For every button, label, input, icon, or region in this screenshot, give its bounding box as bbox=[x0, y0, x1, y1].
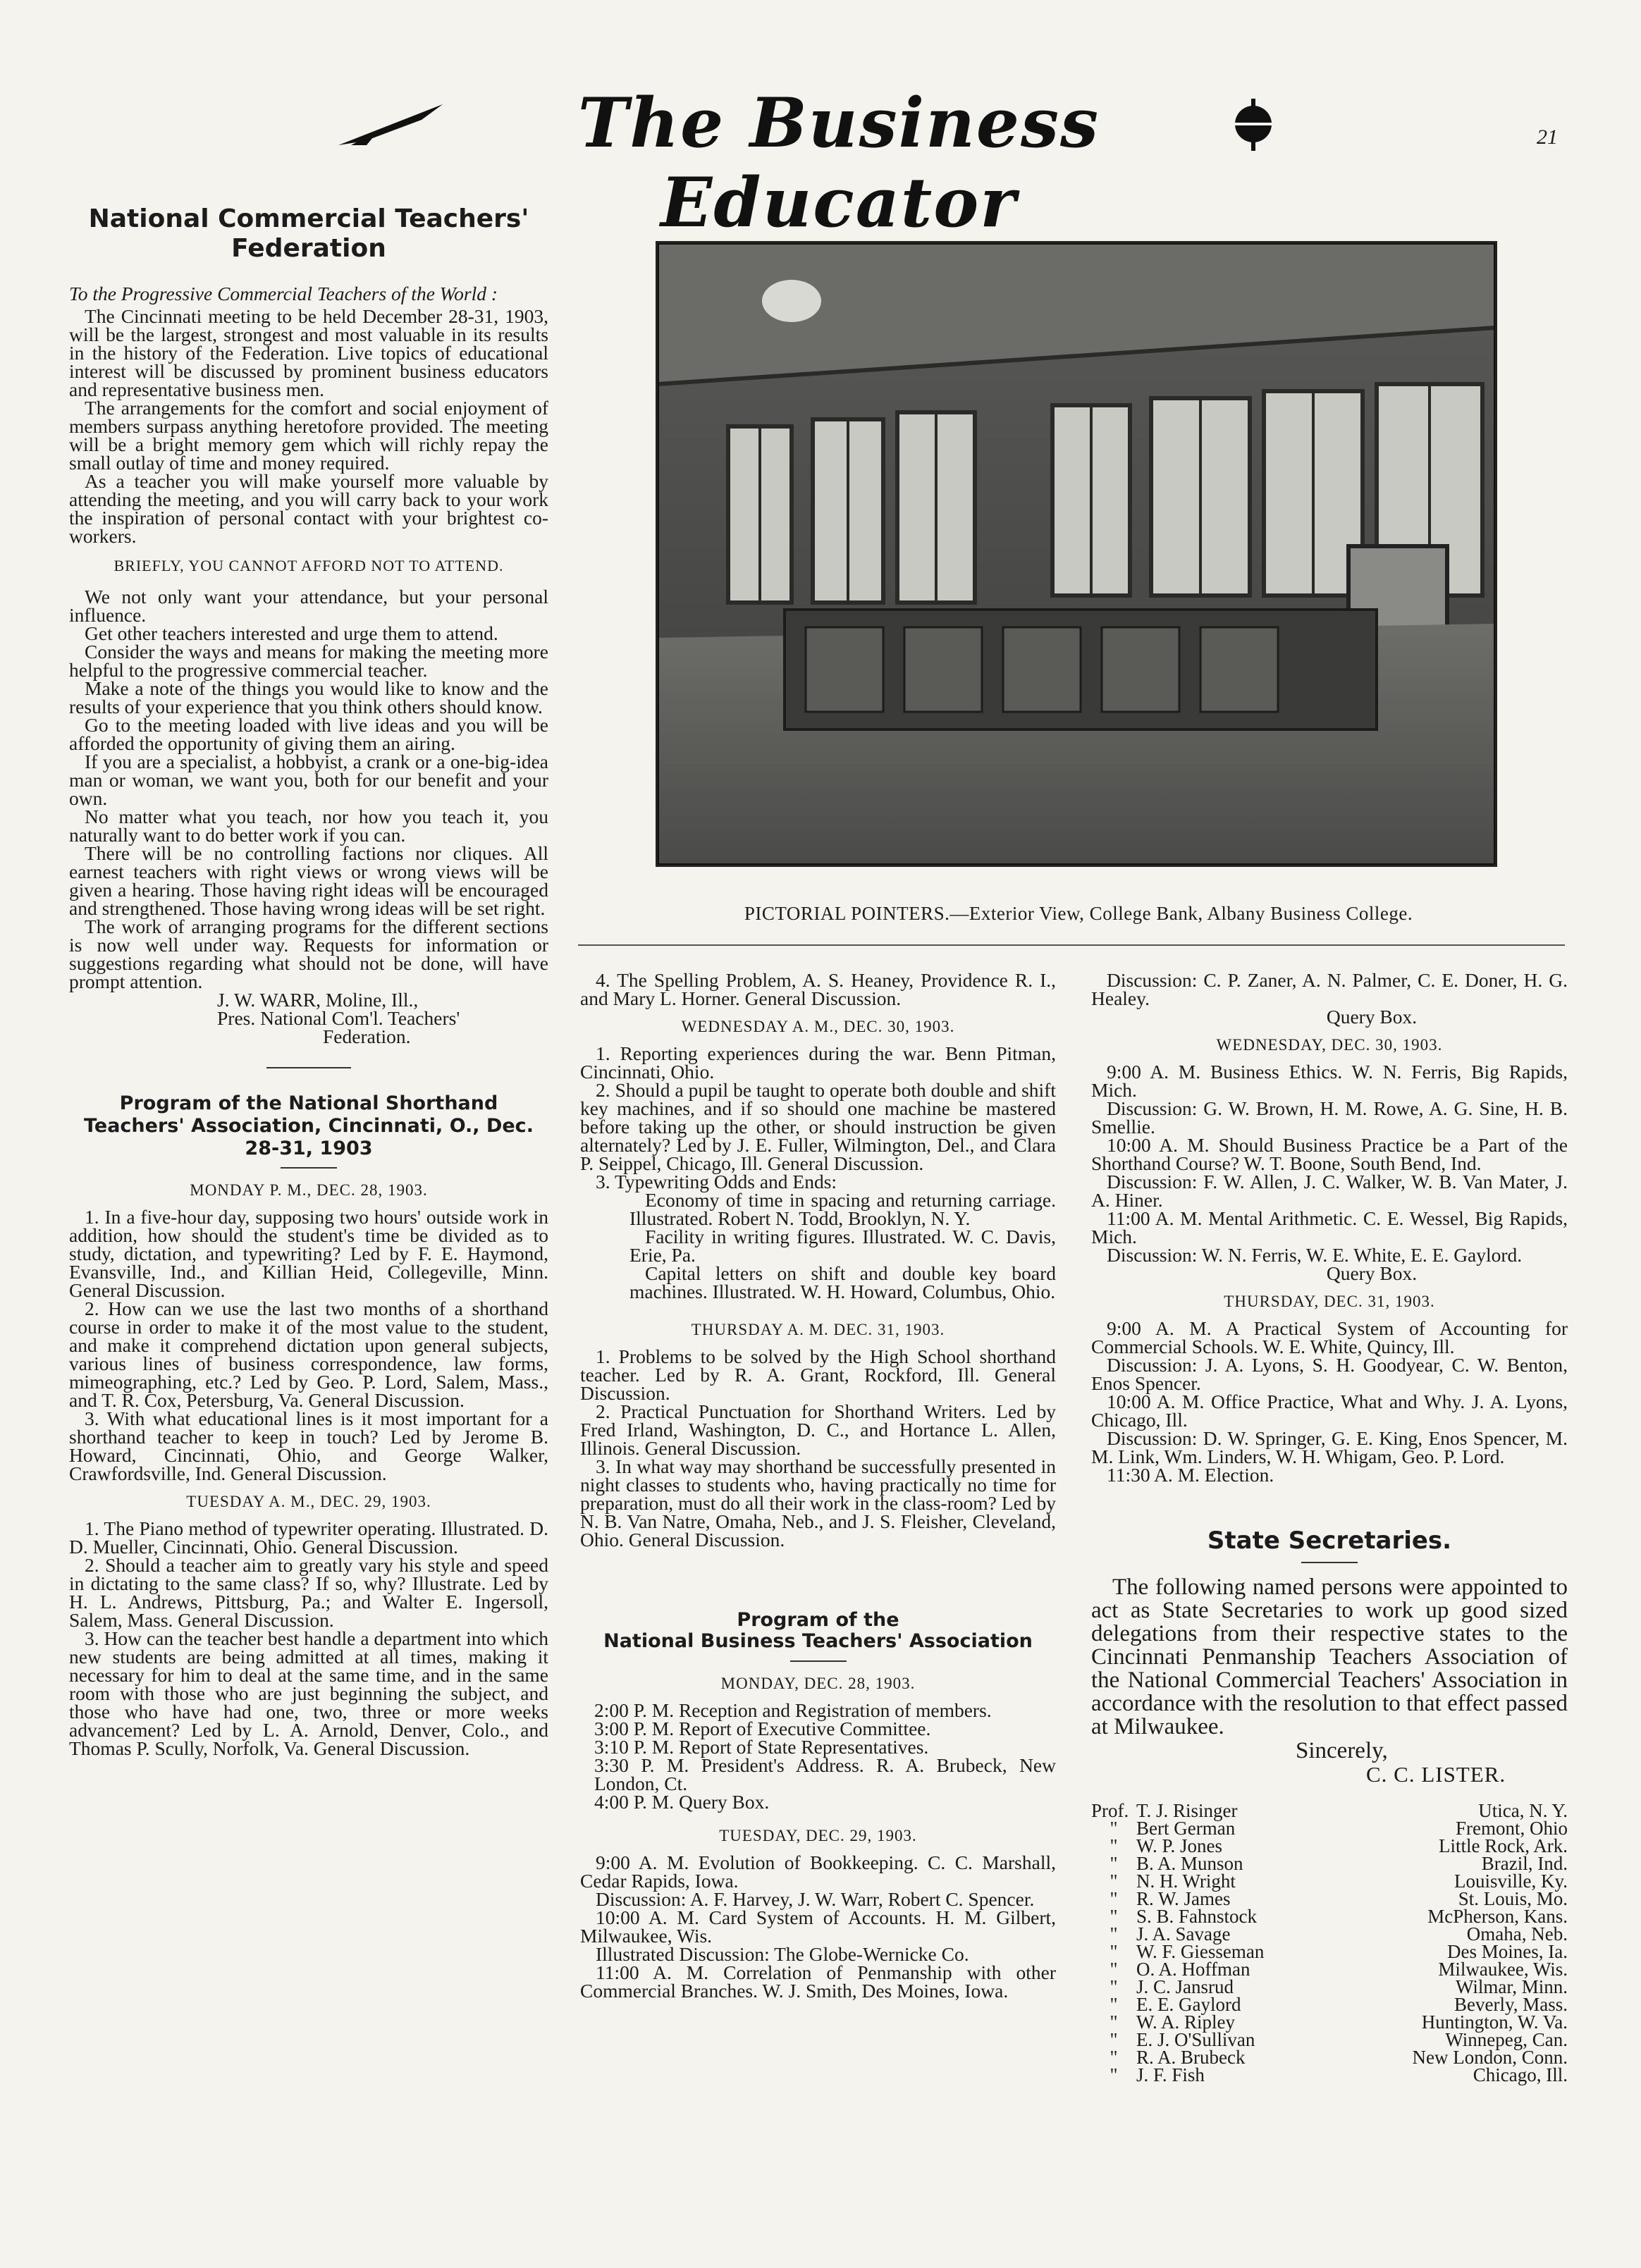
paragraph: The arrangements for the comfort and social enjoyment of members surpass anything heretofore provided. The meeting will be a bright memory gem which will richly repay the small outlay of time and money required. bbox=[69, 397, 548, 474]
federation-heading: National Commercial Teachers' Federation bbox=[88, 204, 529, 263]
program-item: Discussion: J. A. Lyons, S. H. Goodyear, C. W. Benton, Enos Spencer. bbox=[1091, 1354, 1568, 1394]
program-item: Discussion: G. W. Brown, H. M. Rowe, A. G. Sine, H. B. Smellie. bbox=[1091, 1097, 1568, 1138]
wednesday-caption: WEDNESDAY, DEC. 30, 1903. bbox=[1216, 1036, 1443, 1054]
secretary-place: Fremont, Ohio bbox=[1456, 1818, 1568, 1839]
salutation: To the Progressive Commercial Teachers of the World : bbox=[69, 283, 498, 304]
divider bbox=[578, 944, 1565, 946]
secretary-prefix: " bbox=[1110, 1941, 1118, 1962]
program-item: 2. Should a teacher aim to greatly vary his style and speed in dictating to the same class? If so, why? Illustrate. Led by H. L. Andrews, Pittsburg, Pa.; and Walter E. Ingersoll, Salem, Mass. General Discussion. bbox=[69, 1554, 548, 1631]
secretary-place: Brazil, Ind. bbox=[1481, 1853, 1568, 1874]
secretary-place: Utica, N. Y. bbox=[1478, 1800, 1568, 1821]
typewriting-subitems bbox=[580, 1191, 1056, 1301]
secretary-name: T. J. Risinger bbox=[1136, 1800, 1238, 1821]
left-column bbox=[69, 204, 548, 1758]
secretary-place: St. Louis, Mo. bbox=[1458, 1888, 1568, 1909]
secretary-prefix: " bbox=[1110, 1959, 1118, 1980]
secretary-prefix: " bbox=[1110, 1888, 1118, 1909]
divider bbox=[790, 1660, 847, 1662]
briefly-line: BRIEFLY, YOU CANNOT AFFORD NOT TO ATTEND. bbox=[113, 557, 504, 574]
paragraph: Go to the meeting loaded with live ideas and you will be afforded the opportunity of giving them an airing. bbox=[69, 714, 548, 754]
paragraph: We not only want your attendance, but your personal influence. bbox=[69, 586, 548, 626]
secretary-prefix: " bbox=[1110, 1906, 1118, 1927]
secretary-prefix: " bbox=[1110, 1818, 1118, 1839]
program-subitem: Economy of time in spacing and returning carriage. Illustrated. Robert N. Todd, Brooklyn, N. Y. bbox=[629, 1189, 1056, 1229]
secretary-prefix: " bbox=[1110, 2029, 1118, 2050]
program-item: 9:00 A. M. Evolution of Bookkeeping. C. C. Marshall, Cedar Rapids, Iowa. bbox=[580, 1851, 1056, 1892]
program-item: 10:00 A. M. Office Practice, What and Why. J. A. Lyons, Chicago, Ill. bbox=[1091, 1391, 1568, 1431]
program-item: 1. The Piano method of typewriter operating. Illustrated. D. D. Mueller, Cincinnati, Ohio. General Discussion. bbox=[69, 1517, 548, 1558]
program-subitem: Capital letters on shift and double key board machines. Illustrated. W. H. Howard, Columbus, Ohio. bbox=[629, 1262, 1056, 1302]
paragraph: Make a note of the things you would like to know and the results of your experience that you think others should know. bbox=[69, 677, 548, 717]
program-item: Discussion: D. W. Springer, G. E. King, Enos Spencer, M. M. Link, Wm. Linders, W. H. Whigam, Geo. P. Lord. bbox=[1091, 1427, 1568, 1467]
nbta-heading-line2: National Business Teachers' Association bbox=[603, 1630, 1033, 1652]
middle-column bbox=[580, 971, 1056, 2000]
shorthand-program-heading: Program of the National Shorthand Teachers' Association, Cincinnati, O., Dec. 28-31, 1903 bbox=[84, 1092, 534, 1159]
secretary-place: New London, Conn. bbox=[1412, 2047, 1568, 2068]
program-item: 11:30 A. M. Election. bbox=[1107, 1464, 1274, 1486]
program-item: 10:00 A. M. Card System of Accounts. H. M. Gilbert, Milwaukee, Wis. bbox=[580, 1906, 1056, 1947]
secretary-prefix: " bbox=[1110, 1923, 1118, 1945]
signature-line: Federation. bbox=[323, 1025, 411, 1047]
program-item: 2. Practical Punctuation for Shorthand Writers. Led by Fred Irland, Washington, D. C., and Hortance L. Allen, Illinois. General Discussion. bbox=[580, 1400, 1056, 1459]
program-item: Query Box. bbox=[1326, 1006, 1418, 1028]
program-item: Discussion: C. P. Zaner, A. N. Palmer, C. E. Doner, H. G. Healey. bbox=[1091, 969, 1568, 1009]
paragraph: No matter what you teach, nor how you teach it, you naturally want to do better work if you can. bbox=[69, 806, 548, 846]
tuesday-caption: TUESDAY A. M., DEC. 29, 1903. bbox=[186, 1493, 431, 1510]
program-item: Discussion: F. W. Allen, J. C. Walker, W. B. Van Mater, J. A. Hiner. bbox=[1091, 1171, 1568, 1211]
masthead-title: The Business Educator bbox=[577, 83, 1100, 242]
thursday-caption: THURSDAY, DEC. 31, 1903. bbox=[1224, 1293, 1435, 1310]
secretary-name: E. E. Gaylord bbox=[1136, 1994, 1241, 2015]
program-item: 1. Problems to be solved by the High School shorthand teacher. Led by R. A. Grant, Rockford, Ill. General Discussion. bbox=[580, 1345, 1056, 1404]
secretary-name: B. A. Munson bbox=[1136, 1853, 1243, 1874]
secretary-place: Milwaukee, Wis. bbox=[1438, 1959, 1568, 1980]
secretary-name: J. F. Fish bbox=[1136, 2064, 1205, 2085]
emblem-icon bbox=[1227, 96, 1280, 154]
secretary-name: Bert German bbox=[1136, 1818, 1236, 1839]
program-item: 3:10 P. M. Report of State Representatives. bbox=[594, 1736, 929, 1758]
secretaries-intro: The following named persons were appointed to act as State Secretaries to work up good sized delegations from their respective states to the Cincinnati Penmanship Teachers Association of the National Commercial Teachers' Association in accordance with the resolution to that effect passed at Milwaukee. bbox=[1091, 1574, 1568, 1739]
program-item: Query Box. bbox=[1326, 1262, 1418, 1284]
secretary-prefix: " bbox=[1110, 2064, 1118, 2085]
secretary-place: Chicago, Ill. bbox=[1473, 2064, 1568, 2085]
program-item: 1. In a five-hour day, supposing two hours' outside work in addition, how should the student's time be divided as to study, dictation, and typewriting? Led by F. E. Haymond, Evansville, Ind., and Killian Heid, Collegeville, Minn. General Discussion. bbox=[69, 1206, 548, 1301]
program-item: Discussion: W. N. Ferris, W. E. White, E. E. Gaylord. bbox=[1107, 1244, 1523, 1266]
wednesday-caption: WEDNESDAY A. M., DEC. 30, 1903. bbox=[681, 1018, 955, 1035]
nbta-heading-line1: Program of the bbox=[737, 1609, 899, 1631]
photo-caption: PICTORIAL POINTERS.—Exterior View, College Bank, Albany Business College. bbox=[744, 903, 1413, 924]
monday-caption: MONDAY P. M., DEC. 28, 1903. bbox=[190, 1181, 428, 1199]
paragraph: Get other teachers interested and urge them to attend. bbox=[85, 622, 498, 644]
program-item: 3. With what educational lines is it most important for a shorthand teacher to keep in touch? Led by Jerome B. Howard, Cincinnati, Ohio, and George Walker, Crawfordsville, Ind. General Discussion. bbox=[69, 1407, 548, 1484]
secretary-name: R. A. Brubeck bbox=[1136, 2047, 1246, 2068]
secretary-name: E. J. O'Sullivan bbox=[1136, 2029, 1255, 2050]
secretary-place: Winnepeg, Can. bbox=[1445, 2029, 1568, 2050]
secretary-prefix: " bbox=[1110, 2011, 1118, 2033]
program-item: 4:00 P. M. Query Box. bbox=[594, 1791, 770, 1813]
secretaries-heading: State Secretaries. bbox=[1207, 1527, 1452, 1555]
secretary-place: Louisville, Ky. bbox=[1454, 1871, 1568, 1892]
secretary-name: S. B. Fahnstock bbox=[1136, 1906, 1258, 1927]
secretary-place: Little Rock, Ark. bbox=[1439, 1835, 1568, 1856]
secretary-name: N. H. Wright bbox=[1136, 1871, 1236, 1892]
divider bbox=[266, 1067, 351, 1068]
program-item: 10:00 A. M. Should Business Practice be a Part of the Shorthand Course? W. T. Boone, South Bend, Ind. bbox=[1091, 1134, 1568, 1174]
nbta-monday-caption: MONDAY, DEC. 28, 1903. bbox=[720, 1675, 916, 1692]
program-item: 9:00 A. M. A Practical System of Accounting for Commercial Schools. W. E. White, Quincy, Ill. bbox=[1091, 1317, 1568, 1357]
program-item: Discussion: A. F. Harvey, J. W. Warr, Robert C. Spencer. bbox=[596, 1888, 1035, 1910]
program-item: 2:00 P. M. Reception and Registration of members. bbox=[594, 1699, 992, 1721]
paragraph: There will be no controlling factions nor cliques. All earnest teachers with right views or wrong views will be given a hearing. Those having right ideas will be encouraged and strengthened. Those having wrong ideas will be set right. bbox=[69, 842, 548, 919]
paragraph: The Cincinnati meeting to be held December 28-31, 1903, will be the largest, strongest and most valuable in its results in the history of the Federation. Live topics of educational interest will be discussed by prominent business educators and representative business men. bbox=[69, 305, 548, 400]
sincerely: Sincerely, bbox=[1296, 1738, 1388, 1763]
program-item: 3:00 P. M. Report of Executive Committee. bbox=[594, 1718, 931, 1739]
program-item: 2. Should a pupil be taught to operate both double and shift key machines, and if so should one machine be mastered before taking up the other, or should instruction be given alternately? Led by J. E. Fuller, Wilmington, Del., and Clara P. Seippel, Chicago, Ill. General Discussion. bbox=[580, 1079, 1056, 1174]
college-bank-photo bbox=[656, 241, 1497, 867]
signature bbox=[69, 991, 548, 1046]
secretary-place: McPherson, Kans. bbox=[1427, 1906, 1568, 1927]
secretary-row bbox=[1091, 2066, 1568, 2084]
secretary-prefix: " bbox=[1110, 1994, 1118, 2015]
program-item: 3. In what way may shorthand be successfully presented in night classes to students who, having practically no time for preparation, must do all their work in the class-room? Led by N. B. Van Natre, Omaha, Neb., and J. S. Fleisher, Cleveland, Ohio. General Discussion. bbox=[580, 1455, 1056, 1551]
program-item: 1. Reporting experiences during the war. Benn Pitman, Cincinnati, Ohio. bbox=[580, 1042, 1056, 1083]
program-item: 4. The Spelling Problem, A. S. Heaney, Providence R. I., and Mary L. Horner. General Discussion. bbox=[580, 969, 1056, 1009]
secretary-prefix: " bbox=[1110, 2047, 1118, 2068]
body-paragraphs bbox=[69, 588, 548, 991]
signature-line: Pres. National Com'l. Teachers' bbox=[217, 1007, 460, 1029]
secretary-name: R. W. James bbox=[1136, 1888, 1231, 1909]
secretary-name: W. F. Giesseman bbox=[1136, 1941, 1265, 1962]
secretary-prefix: " bbox=[1110, 1976, 1118, 1997]
secretary-prefix: " bbox=[1110, 1853, 1118, 1874]
secretary-place: Des Moines, Ia. bbox=[1447, 1941, 1568, 1962]
paragraph: The work of arranging programs for the different sections is now well under way. Requests for information or suggestions regarding what should not be done, will have prompt attention. bbox=[69, 916, 548, 992]
program-item: 3:30 P. M. President's Address. R. A. Brubeck, New London, Ct. bbox=[594, 1754, 1056, 1794]
secretary-place: Beverly, Mass. bbox=[1454, 1994, 1568, 2015]
program-item: 3. Typewriting Odds and Ends: bbox=[596, 1171, 837, 1192]
thursday-caption: THURSDAY A. M. DEC. 31, 1903. bbox=[691, 1321, 945, 1338]
paragraph: Consider the ways and means for making the meeting more helpful to the progressive commercial teacher. bbox=[69, 641, 548, 681]
secretary-place: Huntington, W. Va. bbox=[1421, 2011, 1568, 2033]
nbta-tuesday-caption: TUESDAY, DEC. 29, 1903. bbox=[719, 1827, 917, 1844]
signature-line: J. W. WARR, Moline, Ill., bbox=[217, 989, 419, 1011]
divider bbox=[1301, 1562, 1358, 1563]
program-item: Illustrated Discussion: The Globe-Wernicke Co. bbox=[596, 1943, 969, 1965]
secretary-place: Wilmar, Minn. bbox=[1455, 1976, 1568, 1997]
nbta-monday-items bbox=[580, 1701, 1056, 1811]
secretaries-table bbox=[1091, 1802, 1568, 2084]
intro-paragraphs bbox=[69, 307, 548, 546]
photo-illustration bbox=[658, 243, 1495, 865]
paragraph: As a teacher you will make yourself more valuable by attending the meeting, and you will carry back to your work the inspiration of personal contact with your brightest co-workers. bbox=[69, 470, 548, 547]
page-number: 21 bbox=[1537, 125, 1558, 149]
program-item: 11:00 A. M. Mental Arithmetic. C. E. Wessel, Big Rapids, Mich. bbox=[1091, 1207, 1568, 1247]
secretary-place: Omaha, Neb. bbox=[1466, 1923, 1568, 1945]
program-subitem: Facility in writing figures. Illustrated. W. C. Davis, Erie, Pa. bbox=[629, 1226, 1056, 1266]
secretary-prefix: " bbox=[1110, 1835, 1118, 1856]
signer: C. C. LISTER. bbox=[1366, 1762, 1506, 1787]
quill-pen-icon bbox=[337, 99, 450, 149]
program-item: 3. How can the teacher best handle a department into which new students are being admitted at all times, making it necessary for him to deal at the same time, and in the same room with those who are just beginning the subject, and those who have had one, two, three or more weeks advancement? Led by L. A. Arnold, Denver, Colo., and Thomas P. Scully, Norfolk, Va. General Discussion. bbox=[69, 1627, 548, 1759]
secretary-name: W. P. Jones bbox=[1136, 1835, 1223, 1856]
secretary-name: O. A. Hoffman bbox=[1136, 1959, 1250, 1980]
secretary-prefix: Prof. bbox=[1091, 1800, 1129, 1821]
program-item: 9:00 A. M. Business Ethics. W. N. Ferris, Big Rapids, Mich. bbox=[1091, 1061, 1568, 1101]
secretary-prefix: " bbox=[1110, 1871, 1118, 1892]
secretary-name: J. C. Jansrud bbox=[1136, 1976, 1234, 1997]
divider bbox=[281, 1167, 337, 1169]
right-column bbox=[1091, 971, 1568, 2084]
program-item: 2. How can we use the last two months of a shorthand course in order to make it of the most value to the student, and make it comprehend dictation upon general subjects, various lines of business correspondence, law forms, mimeographing, etc.? Led by Geo. P. Lord, Salem, Mass., and T. R. Cox, Petersburg, Va. General Discussion. bbox=[69, 1298, 548, 1411]
secretary-name: J. A. Savage bbox=[1136, 1923, 1231, 1945]
paragraph: If you are a specialist, a hobbyist, a crank or a one-big-idea man or woman, we want you, both for our benefit and your own. bbox=[69, 751, 548, 809]
program-item: 11:00 A. M. Correlation of Penmanship with other Commercial Branches. W. J. Smith, Des Moines, Iowa. bbox=[580, 1961, 1056, 2002]
secretary-name: W. A. Ripley bbox=[1136, 2011, 1236, 2033]
